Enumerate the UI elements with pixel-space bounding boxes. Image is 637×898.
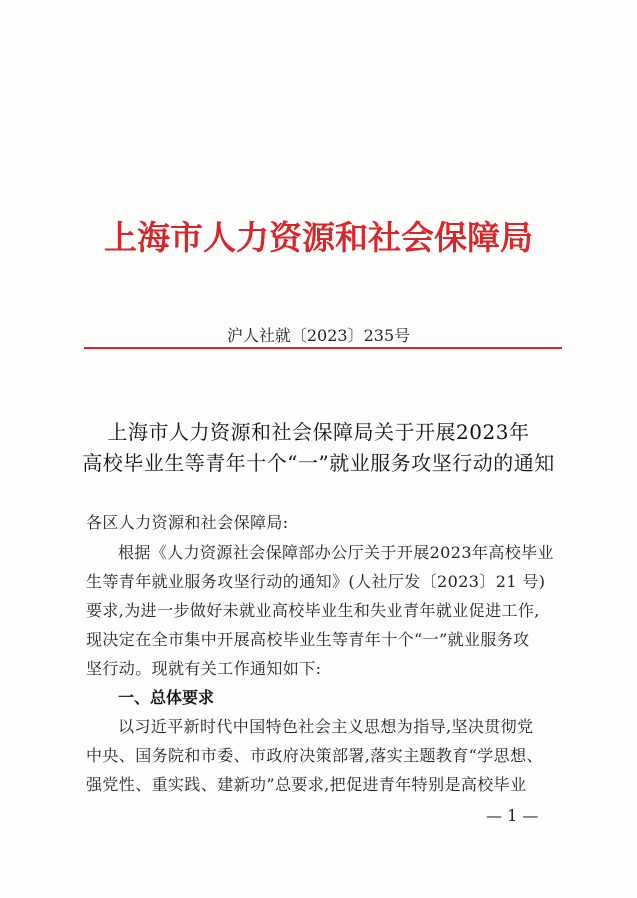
paragraph-1-line: 要求,为进一步做好未就业高校毕业生和失业青年就业促进工作,: [86, 601, 540, 620]
paragraph-1-line: 生等青年就业服务攻坚行动的通知》(人社厅发〔2023〕21 号): [86, 572, 546, 591]
document-title-line-1: 上海市人力资源和社会保障局关于开展2023年: [107, 420, 530, 444]
salutation: 各区人力资源和社会保障局:: [86, 513, 289, 532]
paragraph-1-line: 现决定在全市集中开展高校毕业生等青年十个“一”就业服务攻: [86, 630, 530, 649]
page-number: — 1 —: [486, 806, 539, 825]
section-1-heading: 一、总体要求: [118, 688, 215, 707]
paragraph-2-line: 强党性、重实践、建新功”总要求,把促进青年特别是高校毕业: [86, 775, 527, 794]
red-divider-line: [84, 347, 562, 349]
document-number: 沪人社就〔2023〕235号: [226, 326, 411, 345]
paragraph-2-line: 中央、国务院和市委、市政府决策部署,落实主题教育“学思想、: [86, 746, 543, 765]
issuer-heading: 上海市人力资源和社会保障局: [104, 218, 533, 257]
paragraph-1-line: 坚行动。现就有关工作通知如下:: [86, 659, 322, 678]
paragraph-2-line: 以习近平新时代中国特色社会主义思想为指导,坚决贯彻党: [118, 717, 534, 736]
document-title-line-2: 高校毕业生等青年十个“一”就业服务攻坚行动的通知: [82, 451, 555, 475]
paragraph-1-line: 根据《人力资源社会保障部办公厅关于开展2023年高校毕业: [118, 543, 554, 562]
